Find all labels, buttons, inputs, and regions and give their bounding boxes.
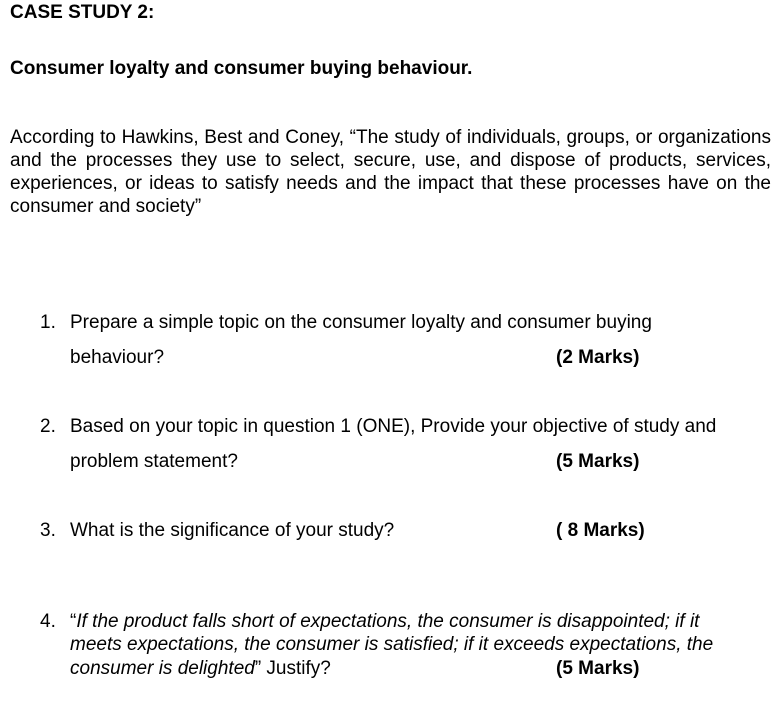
question-3-line-1: What is the significance of your study? (70, 520, 395, 541)
question-1-line-1: Prepare a simple topic on the consumer loyalty and consumer buying (70, 312, 652, 333)
question-4-line-2: meets expectations, the consumer is satisfied; if it exceeds expectations, the (70, 634, 714, 655)
question-2-marks: (5 Marks) (556, 451, 640, 472)
question-1-marks: (2 Marks) (556, 347, 640, 368)
question-3-number: 3. (40, 520, 56, 541)
case-study-heading: CASE STUDY 2: (10, 2, 155, 23)
question-1-line-2: behaviour? (70, 347, 165, 368)
question-2-line-1: Based on your topic in question 1 (ONE), Provide your objective of study and (70, 416, 717, 437)
quote-text-3: consumer is delighted (70, 658, 255, 679)
question-4-line-1 (70, 610, 699, 633)
intro-paragraph: According to Hawkins, Best and Coney, “The study of individuals, groups, or organizations and the processes they use to select, secure, use, and dispose of products, services, experiences, or ideas to satisfy needs and the impact that these processes have on the consumer and society” (10, 127, 771, 217)
question-2-line-2: problem statement? (70, 451, 238, 472)
question-4-number: 4. (40, 611, 56, 632)
quote-text-1: If the product falls short of expectations, the consumer is disappointed; if it (76, 611, 700, 632)
question-4-line-3 (70, 657, 331, 680)
open-quote: “ (70, 611, 77, 632)
question-4-marks: (5 Marks) (556, 658, 640, 679)
question-1-number: 1. (40, 312, 56, 333)
justify-text: ” Justify? (254, 658, 331, 679)
case-study-title: Consumer loyalty and consumer buying behaviour. (10, 58, 473, 79)
question-3-marks: ( 8 Marks) (556, 520, 645, 541)
question-2-number: 2. (40, 416, 56, 437)
